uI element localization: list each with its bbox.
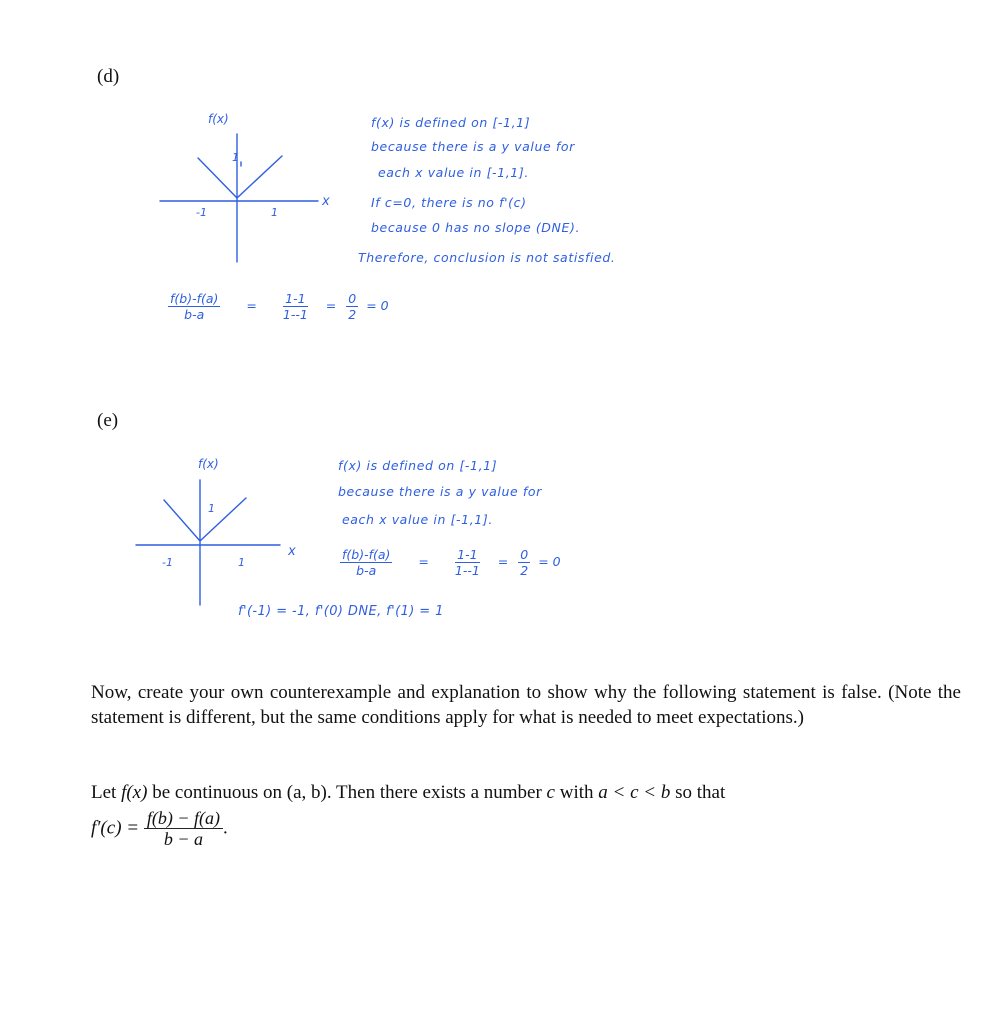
d-mvt-eq1: = xyxy=(246,298,257,313)
d-note-3: each x value in [-1,1]. xyxy=(378,165,529,180)
graph-d-fx-label: f(x) xyxy=(208,112,229,126)
statement-text-5: so that xyxy=(670,782,726,803)
d-mvt-equation xyxy=(168,291,389,322)
e-note-2: because there is a y value for xyxy=(338,484,542,499)
e-note-1: f(x) is defined on [-1,1] xyxy=(338,458,498,473)
e-mvt-mid-den: 1--1 xyxy=(454,563,480,578)
formula-numerator: f(b) − f(a) xyxy=(144,808,223,829)
graph-d-x-label: x xyxy=(322,194,330,209)
d-note-1: f(x) is defined on [-1,1] xyxy=(371,115,531,130)
d-note-2: because there is a y value for xyxy=(371,139,575,154)
prompt-statement xyxy=(91,780,725,805)
statement-text-3: . Then there exists a number xyxy=(326,782,547,803)
statement-text-2: be continuous on xyxy=(147,782,287,803)
graph-d-tick-neg: -1 xyxy=(196,206,207,219)
d-note-6: Therefore, conclusion is not satisfied. xyxy=(358,250,616,265)
d-mvt-result: = 0 xyxy=(366,298,389,313)
d-mvt-mid-num: 1-1 xyxy=(283,291,308,307)
graph-e-tick-neg: -1 xyxy=(162,556,173,569)
graph-e-tick-y: 1 xyxy=(208,502,215,515)
statement-text-4: with xyxy=(554,782,599,803)
d-mvt-lhs-num: f(b)-f(a) xyxy=(170,291,219,306)
section-e-label: (e) xyxy=(97,410,119,431)
formula-denominator: b − a xyxy=(163,829,203,849)
formula-fprime: f′(c) = xyxy=(91,817,140,839)
section-d-label: (d) xyxy=(97,66,120,87)
e-derivatives: f'(-1) = -1, f'(0) DNE, f'(1) = 1 xyxy=(238,604,444,619)
graph-d-tick-y: 1 xyxy=(232,151,239,164)
d-mvt-rhs-den: 2 xyxy=(348,307,357,322)
d-mvt-mid-den: 1--1 xyxy=(282,307,308,322)
statement-fx: f(x) xyxy=(121,782,148,803)
graph-e-fx-label: f(x) xyxy=(198,457,219,471)
d-mvt-eq2: = xyxy=(325,298,337,313)
graph-e-tick-pos: 1 xyxy=(238,556,245,569)
d-mvt-lhs-den: b-a xyxy=(184,307,205,322)
e-mvt-equation xyxy=(340,547,561,578)
mvt-formula xyxy=(91,808,228,849)
e-mvt-eq2: = xyxy=(497,554,509,569)
formula-fraction xyxy=(144,808,223,849)
e-mvt-rhs-den: 2 xyxy=(520,563,529,578)
graph-e xyxy=(130,465,300,615)
statement-c: c xyxy=(546,782,555,803)
graph-d-tick-pos: 1 xyxy=(271,206,278,219)
e-mvt-lhs-den: b-a xyxy=(356,563,377,578)
e-note-3: each x value in [-1,1]. xyxy=(342,512,493,527)
graph-e-x-label: x xyxy=(288,544,296,559)
statement-inequality: a < c < b xyxy=(598,782,671,803)
prompt-paragraph: Now, create your own counterexample and explanation to show why the following statement is false. (Note the statement is different, but the same conditions apply for what is needed to meet expectations.) xyxy=(91,682,961,728)
statement-interval: (a, b) xyxy=(286,782,327,803)
e-mvt-rhs-num: 0 xyxy=(520,547,529,562)
d-note-5: because 0 has no slope (DNE). xyxy=(371,220,581,235)
e-mvt-eq1: = xyxy=(418,554,429,569)
d-note-4: If c=0, there is no f'(c) xyxy=(371,195,527,210)
e-mvt-result: = 0 xyxy=(538,554,561,569)
e-mvt-lhs-num: f(b)-f(a) xyxy=(342,547,391,562)
d-mvt-rhs-num: 0 xyxy=(348,291,357,306)
formula-period: . xyxy=(222,817,228,839)
statement-text-1: Let xyxy=(91,782,122,803)
e-mvt-mid-num: 1-1 xyxy=(455,547,480,563)
